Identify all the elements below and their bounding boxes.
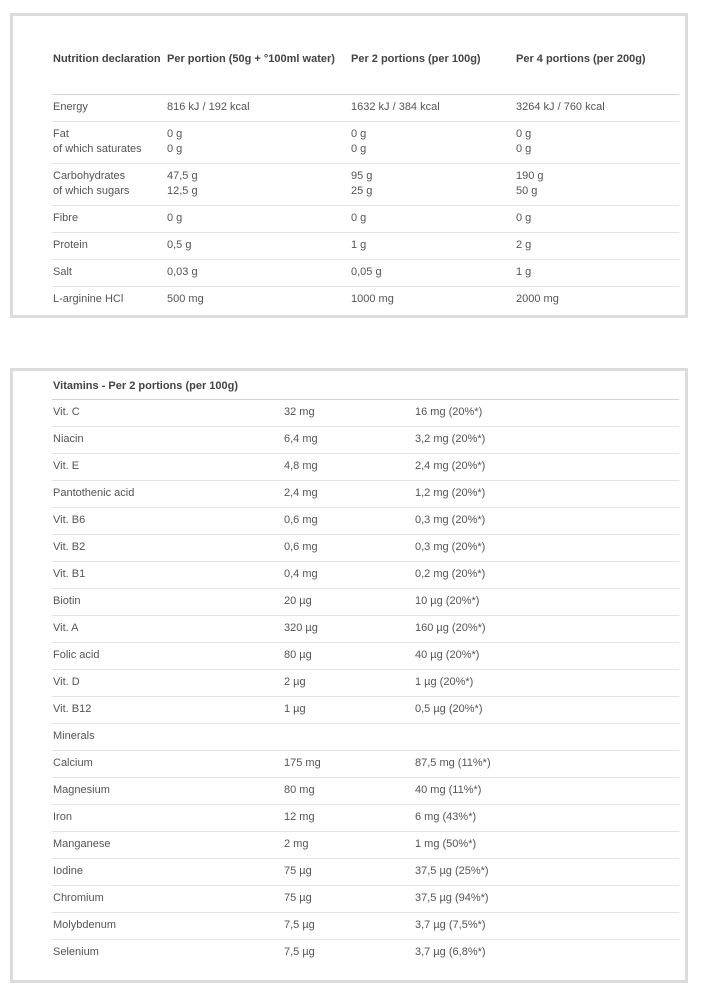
- value-per-2-portions: 1632 kJ / 384 kcal: [350, 94, 515, 121]
- value-per-4-portions-cell: [515, 163, 679, 205]
- mineral-reference-intake: 3,7 µg (7,5%*): [414, 912, 679, 939]
- vitamin-row-vit-b6: [52, 507, 679, 534]
- vitamin-name: Vit. D: [52, 669, 283, 696]
- value-per-4-portions: 2000 mg: [516, 293, 559, 306]
- vitamin-amount: 0,6 mg: [283, 507, 414, 534]
- mineral-row-chromium: [52, 885, 679, 912]
- value-per-portion: 0 g: [166, 205, 350, 232]
- nutrition-row-salt: [52, 259, 679, 286]
- vitamin-row-biotin: [52, 588, 679, 615]
- mineral-amount: 7,5 µg: [284, 946, 315, 959]
- mineral-reference-intake: 40 mg (11%*): [414, 777, 679, 804]
- vitamin-reference-intake: 16 mg (20%*): [414, 399, 679, 426]
- vitamin-row-folic-acid: [52, 642, 679, 669]
- vitamin-amount: 0,6 mg: [283, 534, 414, 561]
- vitamin-name: Biotin: [52, 588, 283, 615]
- value-per-4-portions: 1 g: [515, 259, 679, 286]
- vitamin-name: Niacin: [52, 426, 283, 453]
- nutrition-row-protein: [52, 232, 679, 259]
- minerals-section-row: [52, 723, 679, 750]
- vitamins-body: [52, 399, 679, 966]
- mineral-reference-intake: 37,5 µg (94%*): [414, 885, 679, 912]
- mineral-reference-intake: 1 mg (50%*): [414, 831, 679, 858]
- vitamin-amount: 20 µg: [283, 588, 414, 615]
- value-per-4-portions: 0 g: [516, 128, 532, 140]
- vitamin-row-vit-b2: [52, 534, 679, 561]
- mineral-name: Molybdenum: [52, 912, 283, 939]
- nutrition-row-energy: [52, 94, 679, 121]
- vitamin-reference-intake: 160 µg (20%*): [414, 615, 679, 642]
- vitamin-amount: 2 µg: [283, 669, 414, 696]
- mineral-name: Calcium: [52, 750, 283, 777]
- value-per-2-portions-cell: [350, 121, 515, 163]
- nutrient-label: Carbohydrates: [53, 170, 126, 182]
- vitamin-name: Vit. A: [52, 615, 283, 642]
- vitamin-amount: 0,4 mg: [283, 561, 414, 588]
- value-per-4-portions: 3264 kJ / 760 kcal: [515, 94, 679, 121]
- mineral-amount: 7,5 µg: [283, 912, 414, 939]
- mineral-row-selenium: [52, 939, 679, 966]
- mineral-amount: 175 mg: [283, 750, 414, 777]
- value-per-2-portions: 0 g: [351, 128, 367, 140]
- mineral-reference-intake: 87,5 mg (11%*): [414, 750, 679, 777]
- vitamins-table: [52, 374, 679, 966]
- vitamins-header-row: [52, 374, 679, 399]
- vitamin-row-vit-d: [52, 669, 679, 696]
- vitamin-reference-intake: 1 µg (20%*): [414, 669, 679, 696]
- nutrition-row-carbohydrates: [52, 163, 679, 205]
- nutrient-label: Fat: [53, 128, 69, 140]
- nutrition-row-l-arginine: [52, 286, 679, 313]
- mineral-row-iodine: [52, 858, 679, 885]
- value-per-4-portions: 190 g: [516, 170, 544, 182]
- vitamin-reference-intake: 10 µg (20%*): [414, 588, 679, 615]
- vitamin-name: Vit. B1: [52, 561, 283, 588]
- nutrition-header-per-4-portions: Per 4 portions (per 200g): [515, 26, 679, 94]
- mineral-name: Magnesium: [52, 777, 283, 804]
- mineral-row-magnesium: [52, 777, 679, 804]
- value-per-2-portions: 0,05 g: [350, 259, 515, 286]
- mineral-amount: 2 mg: [283, 831, 414, 858]
- mineral-name: Selenium: [53, 946, 99, 959]
- vitamin-row-vit-b12: [52, 696, 679, 723]
- vitamin-name: Vit. B6: [52, 507, 283, 534]
- vitamin-reference-intake: 0,3 mg (20%*): [414, 507, 679, 534]
- value-per-portion: 0,03 g: [166, 259, 350, 286]
- vitamin-name: Vit. B2: [52, 534, 283, 561]
- vitamins-header: Vitamins - Per 2 portions (per 100g): [52, 374, 679, 399]
- vitamin-reference-intake: 0,2 mg (20%*): [414, 561, 679, 588]
- nutrient-label: Protein: [52, 232, 166, 259]
- nutrient-label-cell: [52, 121, 166, 163]
- mineral-amount: 75 µg: [283, 885, 414, 912]
- nutrition-table: [52, 26, 679, 313]
- value-per-2-portions: 1000 mg: [351, 293, 394, 306]
- vitamin-row-vit-e: [52, 453, 679, 480]
- mineral-amount: 75 µg: [283, 858, 414, 885]
- value-per-portion: 500 mg: [167, 293, 204, 306]
- vitamin-amount: 1 µg: [283, 696, 414, 723]
- value-per-2-portions: 95 g: [351, 170, 373, 182]
- vitamin-reference-intake: 40 µg (20%*): [414, 642, 679, 669]
- vitamin-row-niacin: [52, 426, 679, 453]
- nutrition-row-fat: [52, 121, 679, 163]
- mineral-name: Iron: [52, 804, 283, 831]
- value-per-portion-sub: 0 g: [167, 143, 183, 155]
- nutrition-header-row: [52, 26, 679, 94]
- value-per-4-portions: 2 g: [515, 232, 679, 259]
- value-per-portion: 47,5 g: [167, 170, 198, 182]
- nutrition-panel: [10, 13, 688, 318]
- nutrient-sublabel: of which saturates: [53, 143, 142, 155]
- value-per-2-portions-sub: 0 g: [351, 143, 367, 155]
- value-per-4-portions: 0 g: [515, 205, 679, 232]
- vitamin-amount: [283, 723, 414, 750]
- value-per-portion-cell: [166, 121, 350, 163]
- minerals-section-label: Minerals: [52, 723, 283, 750]
- nutrition-header-per-portion: Per portion (50g + °100ml water): [166, 26, 350, 94]
- nutrient-label: Energy: [52, 94, 166, 121]
- vitamin-name: Vit. B12: [52, 696, 283, 723]
- nutrition-header-label: Nutrition declaration: [52, 26, 166, 94]
- vitamin-reference-intake: 3,2 mg (20%*): [414, 426, 679, 453]
- value-per-portion: 816 kJ / 192 kcal: [166, 94, 350, 121]
- vitamin-name: Pantothenic acid: [52, 480, 283, 507]
- vitamin-name: Vit. C: [52, 399, 283, 426]
- vitamin-reference-intake: 0,3 mg (20%*): [414, 534, 679, 561]
- vitamin-amount: 6,4 mg: [283, 426, 414, 453]
- vitamin-reference-intake: 1,2 mg (20%*): [414, 480, 679, 507]
- value-per-2-portions-cell: [350, 163, 515, 205]
- mineral-row-manganese: [52, 831, 679, 858]
- value-per-4-portions-sub: 50 g: [516, 185, 538, 197]
- vitamin-row-vit-b1: [52, 561, 679, 588]
- vitamin-amount: 80 µg: [283, 642, 414, 669]
- vitamin-amount: 4,8 mg: [283, 453, 414, 480]
- value-per-portion-sub: 12,5 g: [167, 185, 198, 197]
- vitamin-row-vit-c: [52, 399, 679, 426]
- mineral-name: Chromium: [52, 885, 283, 912]
- value-per-4-portions-sub: 0 g: [516, 143, 532, 155]
- vitamin-row-vit-a: [52, 615, 679, 642]
- value-per-4-portions-cell: [515, 121, 679, 163]
- vitamin-reference-intake: [414, 723, 679, 750]
- nutrient-label-cell: [52, 163, 166, 205]
- vitamin-amount: 32 mg: [283, 399, 414, 426]
- value-per-portion: 0,5 g: [166, 232, 350, 259]
- value-per-portion-cell: [166, 163, 350, 205]
- mineral-row-calcium: [52, 750, 679, 777]
- mineral-amount: 80 mg: [283, 777, 414, 804]
- vitamin-row-pantothenic-acid: [52, 480, 679, 507]
- value-per-portion: 0 g: [167, 128, 183, 140]
- nutrient-label: L-arginine HCl: [53, 293, 124, 306]
- mineral-row-molybdenum: [52, 912, 679, 939]
- vitamin-name: Folic acid: [52, 642, 283, 669]
- value-per-2-portions: 0 g: [350, 205, 515, 232]
- vitamin-name: Vit. E: [52, 453, 283, 480]
- mineral-reference-intake: 3,7 µg (6,8%*): [415, 946, 486, 959]
- vitamin-amount: 2,4 mg: [283, 480, 414, 507]
- mineral-reference-intake: 6 mg (43%*): [414, 804, 679, 831]
- nutrient-label: Fibre: [52, 205, 166, 232]
- nutrient-sublabel: of which sugars: [53, 185, 130, 197]
- vitamin-amount: 320 µg: [283, 615, 414, 642]
- nutrition-row-fibre: [52, 205, 679, 232]
- value-per-2-portions-sub: 25 g: [351, 185, 373, 197]
- mineral-name: Iodine: [52, 858, 283, 885]
- mineral-reference-intake: 37,5 µg (25%*): [414, 858, 679, 885]
- vitamins-panel: [10, 368, 688, 983]
- nutrition-header-per-2-portions: Per 2 portions (per 100g): [350, 26, 515, 94]
- value-per-2-portions: 1 g: [350, 232, 515, 259]
- vitamin-reference-intake: 2,4 mg (20%*): [414, 453, 679, 480]
- nutrient-label: Salt: [52, 259, 166, 286]
- mineral-name: Manganese: [52, 831, 283, 858]
- mineral-row-iron: [52, 804, 679, 831]
- vitamin-reference-intake: 0,5 µg (20%*): [414, 696, 679, 723]
- mineral-amount: 12 mg: [283, 804, 414, 831]
